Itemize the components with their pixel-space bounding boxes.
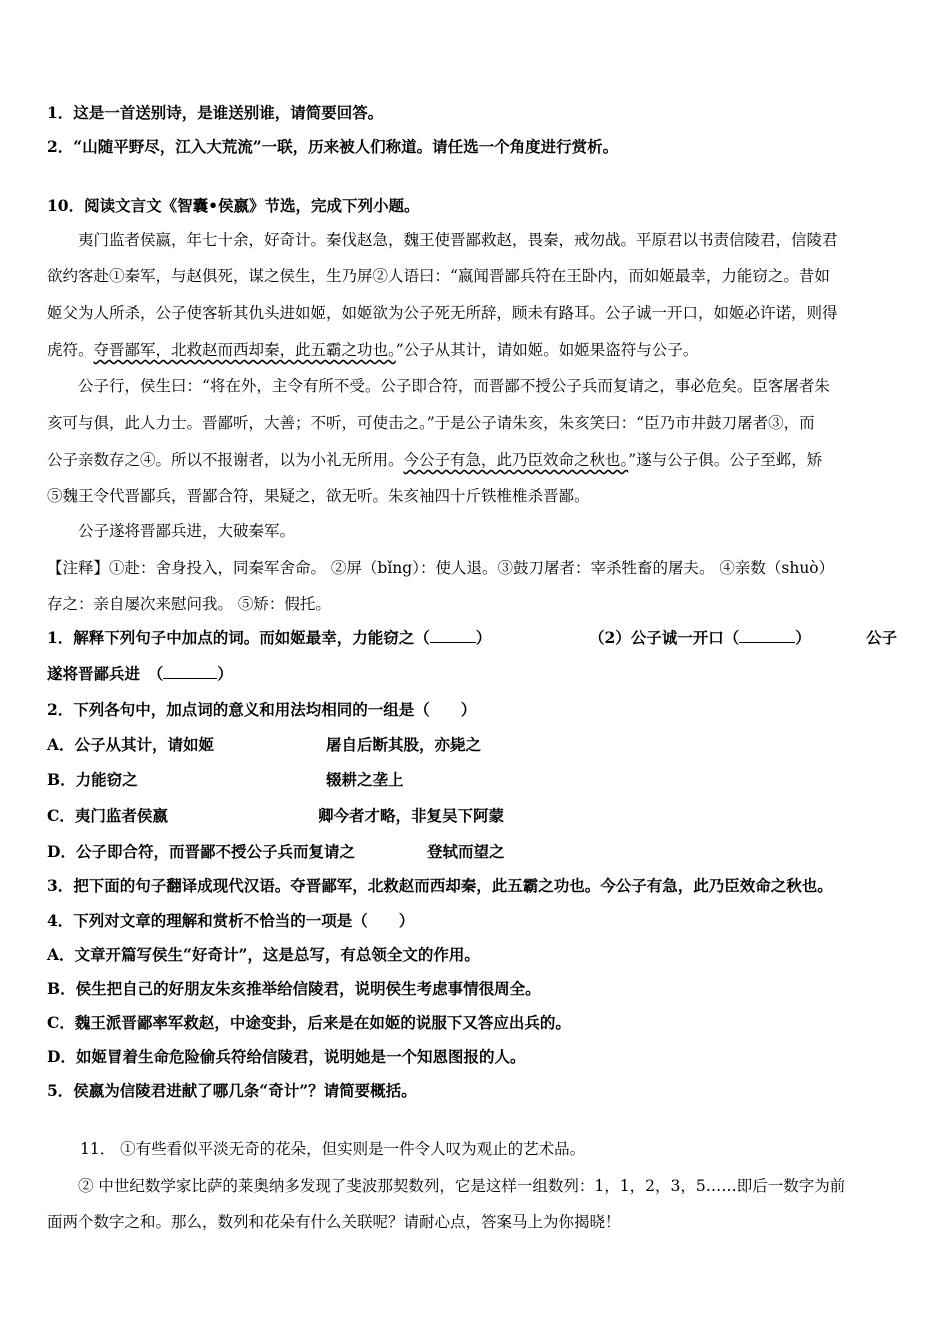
option-4C[interactable]: C．魏王派晋鄙率军救赵，中途变卦，后来是在如姬的说服下又答应出兵的。: [47, 1013, 571, 1032]
passage-text: 虎符。: [47, 341, 94, 359]
answer-blank[interactable]: [430, 628, 476, 643]
passage-p1-line1: 夷门监者侯嬴，年七十余，好奇计。秦伐赵急，魏王使晋鄙救赵，畏秦，戒勿战。平原君以书责信陵君，信陵君: [78, 231, 838, 249]
option-4A[interactable]: A．文章开篇写侯生“好奇计”，这是总写，有总领全文的作用。: [47, 945, 480, 964]
wavy-underlined-sentence: 今公子有急，此乃臣效命之秋也。: [403, 451, 629, 469]
passage-p2-line2: 亥可与俱，此人力士。晋鄙听，大善；不听，可使击之。”于是公子请朱亥，朱亥笑曰：“臣乃市井鼓刀屠者③，而: [47, 414, 815, 432]
paren: ）: [475, 628, 492, 647]
sub-question-2: 2．下列各句中，加点词的意义和用法均相同的一组是（ ）: [47, 700, 477, 719]
passage-p1-line4: [47, 340, 698, 360]
notes-line1: 【注释】①赴：舍身投入，同秦军舍命。 ②屏（bǐng）：使人退。③鼓刀屠者：宰杀牲畜的屠夫。 ④亲数（shuò）: [47, 559, 835, 577]
passage-text: ”公子从其计，请如姬。如姬果盗符与公子。: [395, 341, 699, 359]
question-1: 1．这是一首送别诗，是谁送别谁，请简要回答。: [47, 103, 384, 122]
sub-question-text: （2）公子诚一开口（: [589, 628, 740, 647]
sub-question-3: 3．把下面的句子翻译成现代汉语。夺晋鄙军，北救赵而西却秦，此五霸之功也。今公子有急，此乃臣效命之秋也。: [47, 876, 833, 895]
question-11-line1: 11． ①有些看似平淡无奇的花朵，但实则是一件令人叹为观止的艺术品。: [80, 1140, 586, 1158]
answer-blank[interactable]: [163, 664, 217, 679]
sub-question-1-part3: 公子: [866, 628, 898, 647]
option-4D[interactable]: D．如姬冒着生命危险偷兵符给信陵君，说明她是一个知恩图报的人。: [47, 1047, 526, 1066]
passage-p3: 公子遂将晋鄙兵进，大破秦军。: [78, 522, 296, 540]
wavy-underlined-sentence: 夺晋鄙军，北救赵而西却秦，此五霸之功也。: [93, 341, 396, 359]
sub-question-1-part2: [589, 628, 811, 648]
option-C-compare: 卿今者才略，非复吴下阿蒙: [318, 806, 505, 825]
option-B[interactable]: B．力能窃之: [47, 770, 138, 789]
option-B-compare: 辍耕之垄上: [326, 770, 404, 789]
sub-question-text: 1．解释下列句子中加点的词。而如姬最幸，力能窃之（: [47, 628, 430, 647]
question-2: 2．“山随平野尽，江入大荒流”一联，历来被人们称道。请任选一个角度进行赏析。: [47, 137, 619, 156]
passage-p2-line3: [47, 450, 822, 470]
option-D[interactable]: D．公子即合符，而晋鄙不授公子兵而复请之: [47, 842, 355, 861]
option-D-compare: 登轼而望之: [427, 842, 505, 861]
passage-p2-line1: 公子行，侯生曰：“将在外，主令有所不受。公子即合符，而晋鄙不授公子兵而复请之，事必危矣。臣客屠者朱: [78, 377, 830, 395]
passage-p1-line2: 欲约客赴①秦军，与赵俱死，谋之侯生，生乃屏②人语曰：“嬴闻晋鄙兵符在王卧内，而如姬最幸，力能窃之。昔如: [47, 267, 830, 285]
question-11-line3: 面两个数字之和。那么，数列和花朵有什么关联呢？请耐心点，答案马上为你揭晓！: [47, 1213, 621, 1231]
sub-question-5: 5．侯嬴为信陵君进献了哪几条“奇计”？请简要概括。: [47, 1081, 417, 1100]
question-10-header: 10．阅读文言文《智囊•侯嬴》节选，完成下列小题。: [47, 196, 420, 215]
option-A-compare: 屠自后断其股，亦毙之: [326, 735, 482, 754]
sub-question-text: 遂将晋鄙兵进 （: [47, 664, 164, 683]
option-4B[interactable]: B．侯生把自己的好朋友朱亥推举给信陵君，说明侯生考虑事情很周全。: [47, 979, 541, 998]
notes-line2: 存之：亲自屡次来慰问我。 ⑤矫：假托。: [47, 595, 331, 613]
passage-text: ”遂与公子俱。公子至邺，矫: [628, 451, 823, 469]
answer-blank[interactable]: [739, 628, 795, 643]
option-C[interactable]: C．夷门监者侯嬴: [47, 806, 168, 825]
sub-question-1: [47, 628, 491, 648]
passage-text: 公子亲数存之④。所以不报谢者，以为小礼无所用。: [47, 451, 404, 469]
option-A[interactable]: A．公子从其计，请如姬: [47, 735, 215, 754]
passage-p2-line4: ⑤魏王令代晋鄙兵，晋鄙合符，果疑之，欲无听。朱亥袖四十斤铁椎椎杀晋鄙。: [47, 487, 590, 505]
sub-question-1-line2: [47, 664, 233, 684]
paren: ）: [217, 664, 233, 683]
question-11-line2: ② 中世纪数学家比萨的莱奥纳多发现了斐波那契数列，它是这样一组数列：1，1，2，3，5……即后一数字为前: [78, 1177, 846, 1195]
paren: ）: [795, 628, 811, 647]
passage-p1-line3: 姬父为人所杀，公子使客斩其仇头进如姬，如姬欲为公子死无所辞，顾未有路耳。公子诚一开口，如姬必许诺，则得: [47, 304, 838, 322]
sub-question-4: 4．下列对文章的理解和赏析不恰当的一项是（ ）: [47, 911, 415, 930]
